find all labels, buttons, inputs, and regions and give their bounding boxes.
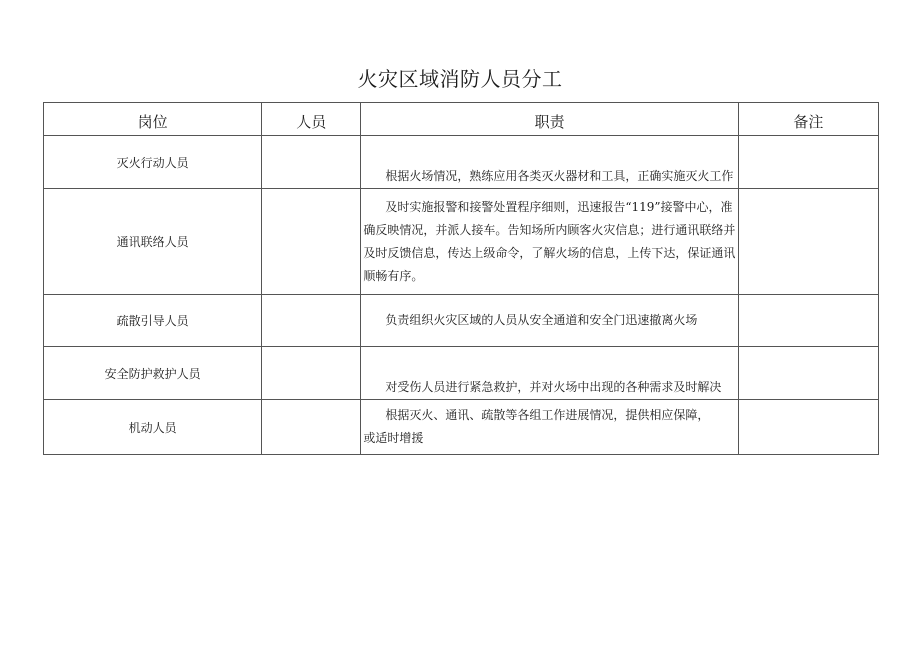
duty-table — [43, 102, 879, 455]
post-cell: 疏散引导人员 — [44, 295, 262, 347]
post-cell: 机动人员 — [44, 400, 262, 455]
table-row — [44, 189, 879, 295]
header-notes: 备注 — [738, 103, 878, 136]
duty-text: 根据灭火、通讯、疏散等各组工作进展情况，提供相应保障， — [385, 408, 710, 422]
duty-text: 对受伤人员进行紧急救护，并对火场中出现的各种需求及时解决 — [385, 379, 722, 394]
notes-cell[interactable] — [738, 347, 878, 400]
post-cell: 安全防护救护人员 — [44, 347, 262, 400]
notes-cell[interactable] — [738, 400, 878, 455]
notes-cell[interactable] — [738, 136, 878, 189]
post-cell: 通讯联络人员 — [44, 189, 262, 295]
header-person: 人员 — [262, 103, 361, 136]
duty-text-tail: 或适时增援 — [363, 431, 424, 445]
duty-text: 根据火场情况，熟练应用各类灭火器材和工具，正确实施灭火工作 — [385, 168, 734, 183]
duty-cell — [361, 347, 738, 400]
notes-cell[interactable] — [738, 189, 878, 295]
table-row — [44, 347, 879, 400]
table-row — [44, 295, 879, 347]
duty-cell — [361, 136, 738, 189]
person-cell[interactable] — [262, 347, 361, 400]
person-cell[interactable] — [262, 189, 361, 295]
table-header-row — [44, 103, 879, 136]
person-cell[interactable] — [262, 136, 361, 189]
header-post: 岗位 — [44, 103, 262, 136]
header-duty: 职责 — [361, 103, 738, 136]
person-cell[interactable] — [262, 400, 361, 455]
duty-cell — [361, 400, 738, 455]
duty-cell — [361, 189, 738, 295]
duty-cell — [361, 295, 738, 347]
post-cell: 灭火行动人员 — [44, 136, 262, 189]
person-cell[interactable] — [262, 295, 361, 347]
table-row — [44, 136, 879, 189]
table-row — [44, 400, 879, 455]
notes-cell[interactable] — [738, 295, 878, 347]
page-title: 火灾区域消防人员分工 — [357, 67, 563, 91]
duty-text: 及时实施报警和接警处置程序细则，迅速报告“119”接警中心，准确反映情况，并派人接车。告知场所内顾客火灾信息；进行通讯联络并及时反馈信息，传达上级命令，了解火场的信息，上传下达，保证通讯顺畅有序。 — [363, 199, 736, 283]
duty-text: 负责组织火灾区域的人员从安全通道和安全门迅速撤离火场 — [385, 313, 698, 327]
